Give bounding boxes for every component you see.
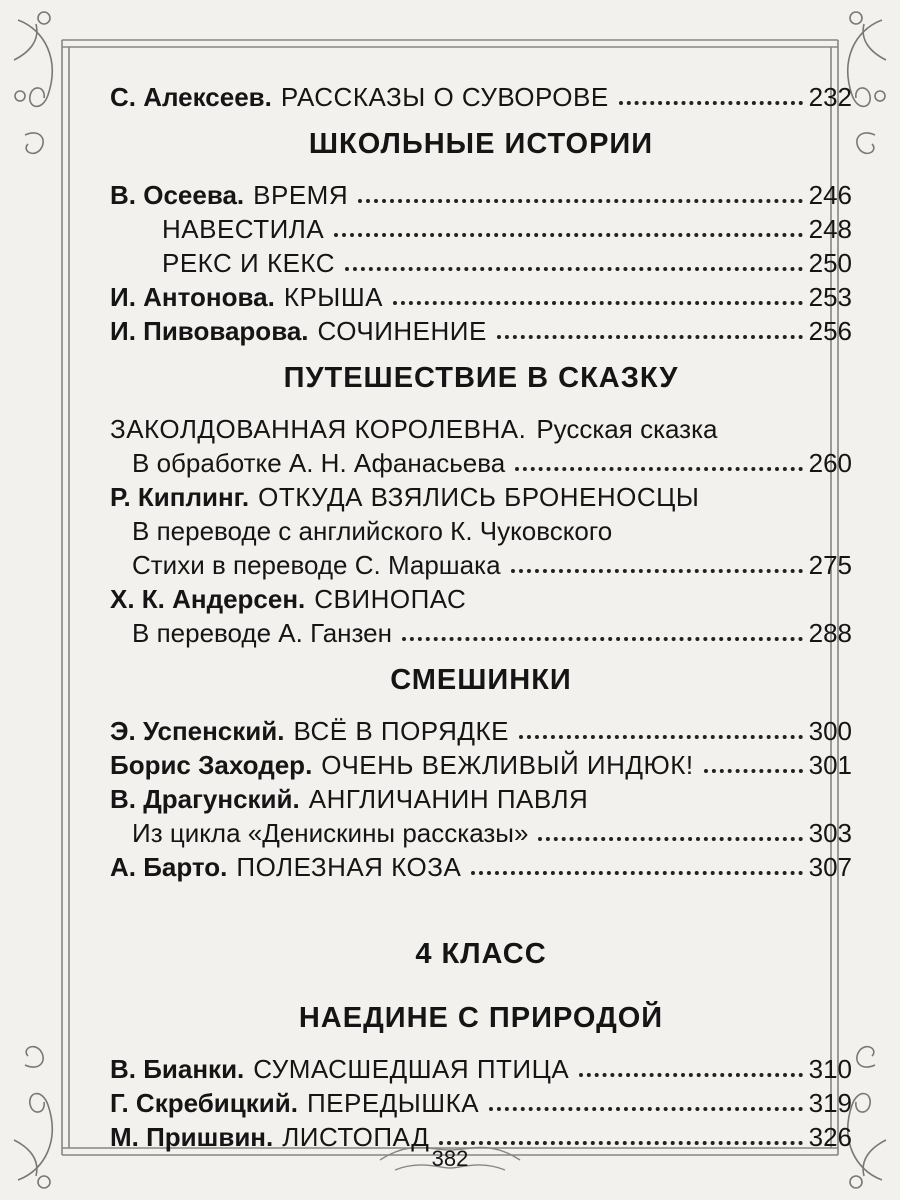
section-heading: НАЕДИНЕ С ПРИРОДОЙ	[298, 1002, 664, 1034]
entry-author: А. Барто.	[110, 852, 228, 882]
entry-author: Г. Скребицкий.	[110, 1088, 298, 1118]
entry-author: И. Пивоварова.	[110, 316, 309, 346]
dot-leader	[619, 101, 803, 105]
entry-note: Русская сказка	[536, 414, 718, 444]
toc-entry[interactable]	[110, 614, 852, 648]
entry-note: Из цикла «Денискины рассказы»	[132, 818, 529, 848]
entry-note: В переводе с английского К. Чуковского	[132, 516, 613, 546]
toc-entry[interactable]	[110, 746, 852, 780]
entry-title: НАВЕСТИЛА	[162, 214, 325, 244]
table-of-contents	[110, 78, 852, 1152]
toc-entry[interactable]	[110, 444, 852, 478]
dot-leader	[471, 871, 802, 875]
entry-author: И. Антонова.	[110, 282, 275, 312]
entry-title: СУМАСШЕДШАЯ ПТИЦА	[253, 1054, 570, 1084]
entry-author: С. Алексеев.	[110, 82, 272, 112]
entry-page-number: 246	[808, 180, 852, 210]
toc-entry[interactable]	[110, 78, 852, 112]
entry-title: ПОЛЕЗНАЯ КОЗА	[236, 852, 462, 882]
entry-title: АНГЛИЧАНИН ПАВЛЯ	[308, 784, 589, 814]
entry-title: РАССКАЗЫ О СУВОРОВЕ	[280, 82, 609, 112]
toc-entry[interactable]	[110, 848, 852, 882]
entry-page-number: 307	[808, 852, 852, 882]
dot-leader	[519, 735, 803, 739]
toc-entry[interactable]	[110, 312, 852, 346]
entry-title: ЛИСТОПАД	[282, 1122, 430, 1152]
floral-corner-ornament-top-right	[848, 12, 886, 153]
entry-author: Борис Заходер.	[110, 750, 313, 780]
toc-entry[interactable]	[110, 176, 852, 210]
dot-leader	[439, 1141, 802, 1145]
entry-page-number: 303	[808, 818, 852, 848]
entry-author: В. Осеева.	[110, 180, 245, 210]
entry-title: ПЕРЕДЫШКА	[306, 1088, 480, 1118]
toc-entry[interactable]	[110, 1084, 852, 1118]
entry-page-number: 232	[808, 82, 852, 112]
entry-page-number: 310	[808, 1054, 852, 1084]
entry-title: СОЧИНЕНИЕ	[317, 316, 487, 346]
dot-leader	[393, 301, 803, 305]
dot-leader	[358, 199, 802, 203]
toc-entry[interactable]	[110, 210, 852, 244]
toc-line	[110, 580, 852, 614]
dot-leader	[511, 569, 803, 573]
entry-note: В обработке А. Н. Афанасьева	[132, 448, 506, 478]
entry-author: М. Пришвин.	[110, 1122, 274, 1152]
entry-page-number: 253	[808, 282, 852, 312]
dot-leader	[579, 1073, 802, 1077]
section-heading: ШКОЛЬНЫЕ ИСТОРИИ	[308, 128, 654, 160]
entry-page-number: 256	[808, 316, 852, 346]
entry-note: В переводе А. Ганзен	[132, 618, 392, 648]
entry-page-number: 248	[808, 214, 852, 244]
dot-leader	[515, 467, 802, 471]
floral-corner-ornament-top-left	[14, 12, 52, 153]
entry-page-number: 288	[808, 618, 852, 648]
entry-title: ОЧЕНЬ ВЕЖЛИВЫЙ ИНДЮК!	[321, 750, 694, 780]
entry-page-number: 275	[808, 550, 852, 580]
spacer	[110, 882, 852, 922]
toc-line	[110, 780, 852, 814]
dot-leader	[538, 837, 802, 841]
entry-title: ВРЕМЯ	[253, 180, 349, 210]
entry-page-number: 260	[808, 448, 852, 478]
entry-page-number: 319	[808, 1088, 852, 1118]
dot-leader	[497, 335, 803, 339]
dot-leader	[402, 637, 803, 641]
entry-author: Х. К. Андерсен.	[110, 584, 306, 614]
dot-leader	[489, 1107, 802, 1111]
entry-author: Э. Успенский.	[110, 716, 285, 746]
toc-line	[110, 410, 852, 444]
dot-leader	[345, 267, 803, 271]
entry-author: В. Драгунский.	[110, 784, 300, 814]
toc-line	[110, 478, 852, 512]
entry-title: РЕКС И КЕКС	[162, 248, 336, 278]
entry-title: ЗАКОЛДОВАННАЯ КОРОЛЕВНА.	[110, 414, 527, 444]
section-heading: 4 КЛАСС	[415, 938, 547, 970]
toc-entry[interactable]	[110, 814, 852, 848]
toc-entry[interactable]	[110, 244, 852, 278]
entry-page-number: 250	[808, 248, 852, 278]
toc-line	[110, 512, 852, 546]
entry-author: Р. Киплинг.	[110, 482, 250, 512]
entry-title: ВСЁ В ПОРЯДКЕ	[293, 716, 509, 746]
entry-page-number: 301	[808, 750, 852, 780]
entry-note: Стихи в переводе С. Маршака	[132, 550, 501, 580]
toc-entry[interactable]	[110, 1050, 852, 1084]
section-heading: ПУТЕШЕСТВИЕ В СКАЗКУ	[283, 362, 679, 394]
entry-author: В. Бианки.	[110, 1054, 245, 1084]
toc-entry[interactable]	[110, 546, 852, 580]
toc-entry[interactable]	[110, 278, 852, 312]
page-number: 382	[431, 1146, 469, 1171]
section-heading: СМЕШИНКИ	[390, 664, 572, 696]
toc-entry[interactable]	[110, 712, 852, 746]
entry-title: КРЫША	[283, 282, 383, 312]
entry-page-number: 300	[808, 716, 852, 746]
entry-title: СВИНОПАС	[314, 584, 467, 614]
entry-page-number: 326	[808, 1122, 852, 1152]
dot-leader	[334, 233, 802, 237]
entry-title: ОТКУДА ВЗЯЛИСЬ БРОНЕНОСЦЫ	[258, 482, 700, 512]
dot-leader	[704, 769, 803, 773]
